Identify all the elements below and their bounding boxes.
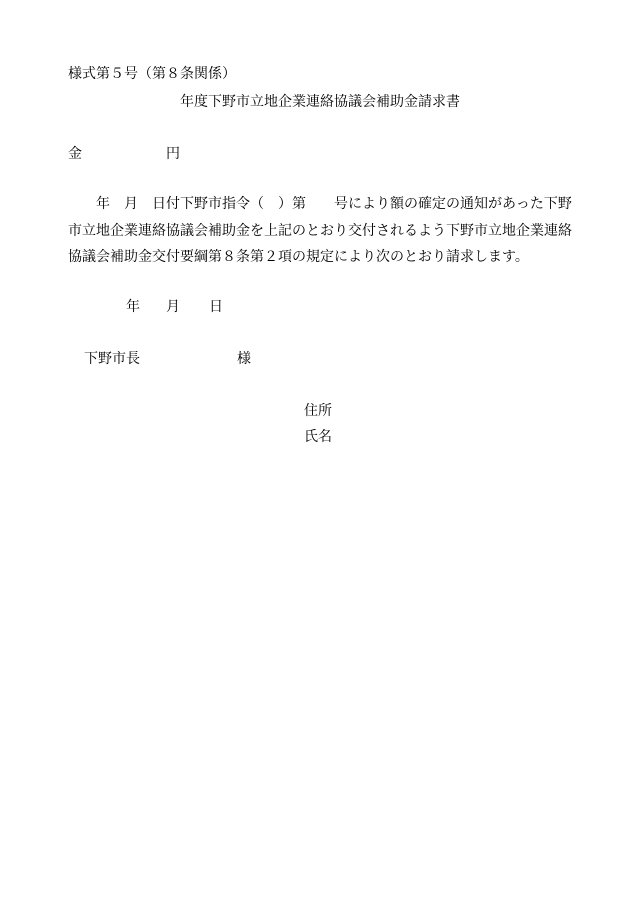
addressee: 下野市長 [84, 351, 140, 367]
applicant-name-label: 氏名 [304, 429, 332, 445]
date-year-label: 年 [126, 299, 140, 315]
body-line-2: 市立地企業連絡協議会補助金を上記のとおり交付されるよう下野市立地企業連絡 [68, 223, 572, 239]
document-title: 年度下野市立地企業連絡協議会補助金請求書 [180, 94, 460, 110]
body-line-1: 年 月 日付下野市指令（ ）第 号により額の確定の通知があった下野 [68, 196, 572, 212]
honorific: 様 [237, 351, 251, 367]
amount-label: 金 [68, 146, 82, 162]
date-month-label: 月 [166, 299, 180, 315]
form-number: 様式第５号（第８条関係） [68, 66, 236, 82]
date-day-label: 日 [209, 299, 223, 315]
applicant-address-label: 住所 [304, 403, 332, 419]
amount-unit: 円 [166, 146, 180, 162]
body-line-3: 協議会補助金交付要綱第８条第２項の規定により次のとおり請求します。 [68, 249, 529, 265]
